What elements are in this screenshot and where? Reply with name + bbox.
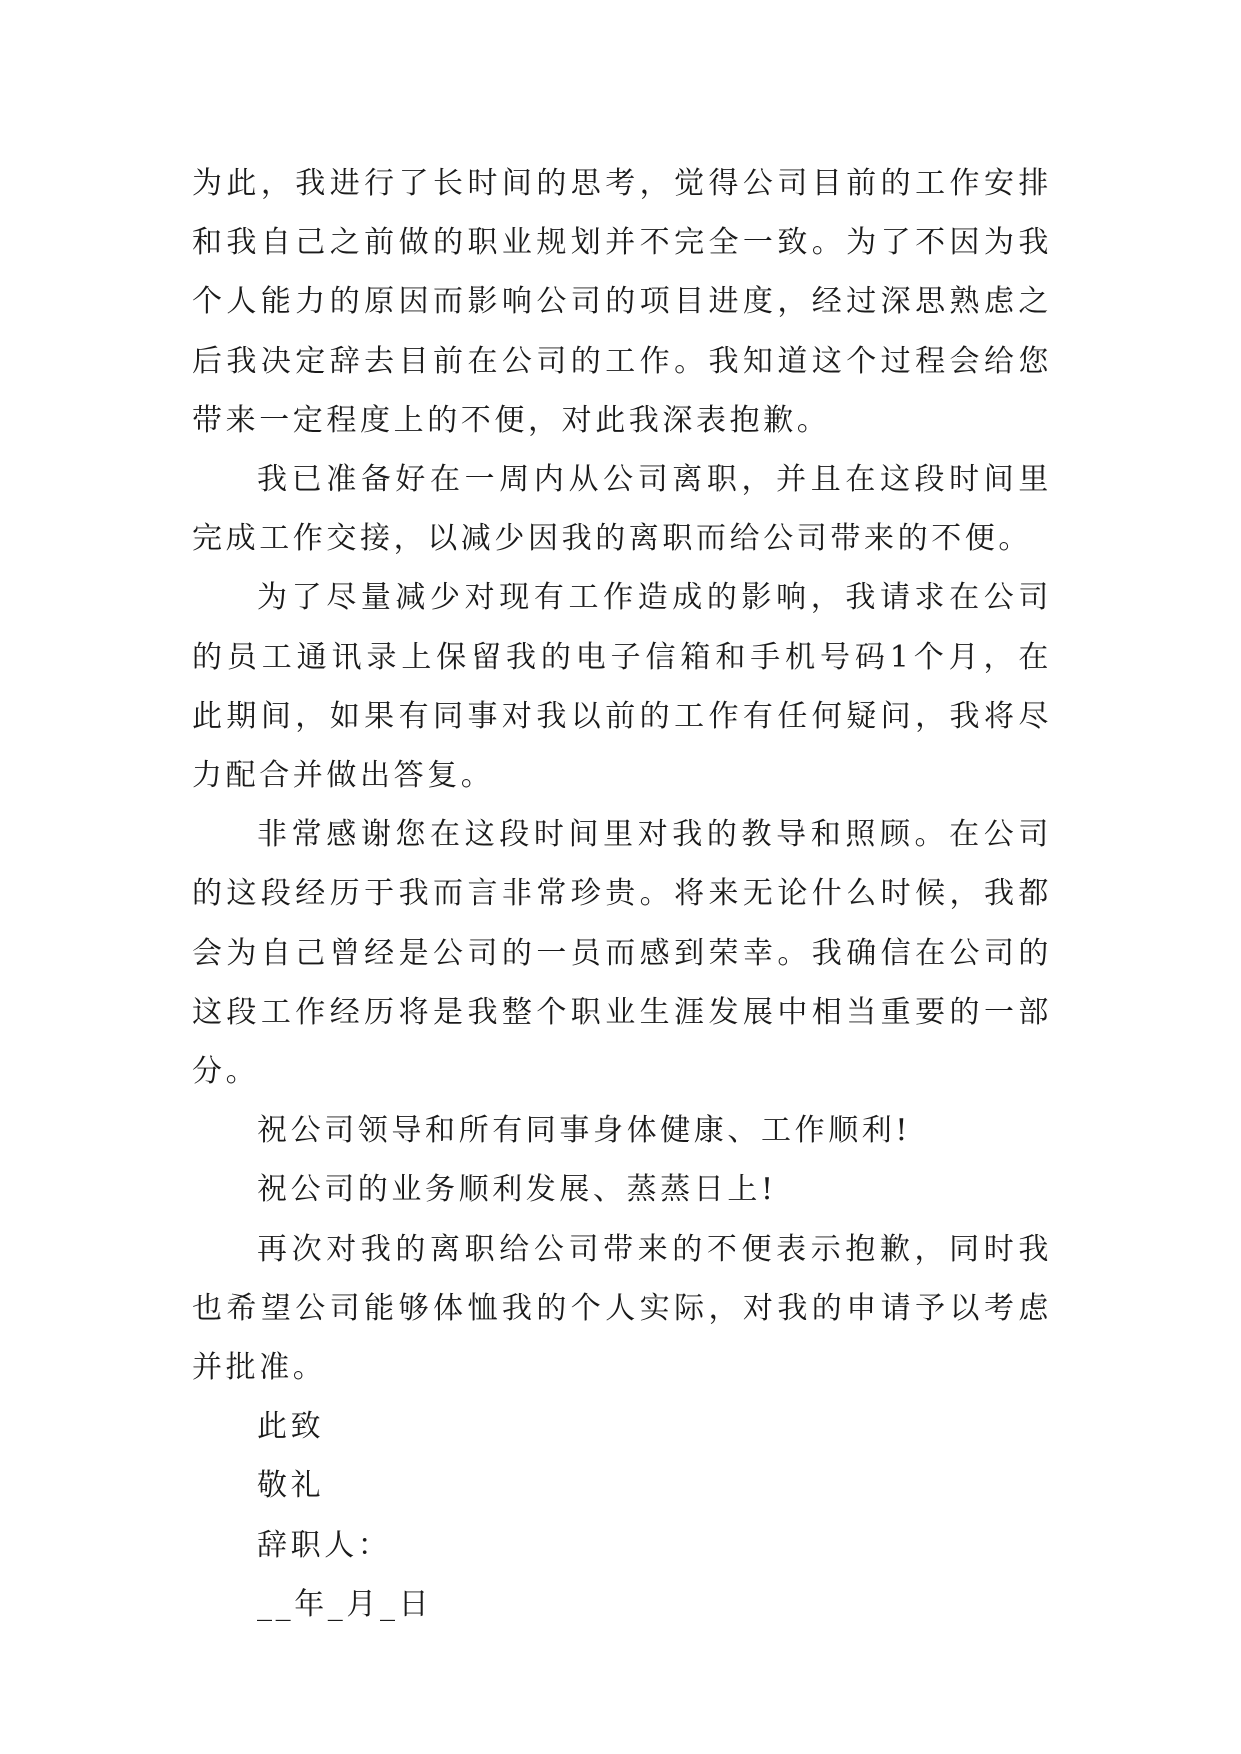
salutation-line: 敬礼 bbox=[257, 1468, 325, 1504]
paragraph-contact-request: 为了尽量减少对现有工作造成的影响，我请求在公司的员工通讯录上保留我的电子信箱和手机号码1个月，在此期间，如果有同事对我以前的工作有任何疑问，我将尽力配合并做出答复。 bbox=[192, 580, 1052, 794]
paragraph-thanks: 非常感谢您在这段时间里对我的教导和照顾。在公司的这段经历于我而言非常珍贵。将来无论什么时候，我都会为自己曾经是公司的一员而感到荣幸。我确信在公司的这段工作经历将是我整个职业生涯发展中相当重要的一部分。 bbox=[192, 817, 1052, 1090]
closing-line: 此致 bbox=[257, 1409, 325, 1445]
date-line: __年_月_日 bbox=[257, 1586, 433, 1622]
paragraph-continuation: 为此，我进行了长时间的思考，觉得公司目前的工作安排和我自己之前做的职业规划并不完全一致。为了不因为我个人能力的原因而影响公司的项目进度，经过深思熟虑之后我决定辞去目前在公司的工作。我知道这个过程会给您带来一定程度上的不便，对此我深表抱歉。 bbox=[192, 166, 1052, 438]
paragraph-wish-health: 祝公司领导和所有同事身体健康、工作顺利! bbox=[257, 1113, 912, 1149]
letter-body bbox=[192, 154, 1052, 1634]
paragraph-wish-business: 祝公司的业务顺利发展、蒸蒸日上! bbox=[257, 1172, 777, 1208]
signature-label: 辞职人： bbox=[257, 1527, 392, 1563]
paragraph-apology: 再次对我的离职给公司带来的不便表示抱歉，同时我也希望公司能够体恤我的个人实际，对我的申请予以考虑并批准。 bbox=[192, 1231, 1052, 1386]
paragraph-handover: 我已准备好在一周内从公司离职，并且在这段时间里完成工作交接，以减少因我的离职而给公司带来的不便。 bbox=[192, 462, 1052, 557]
